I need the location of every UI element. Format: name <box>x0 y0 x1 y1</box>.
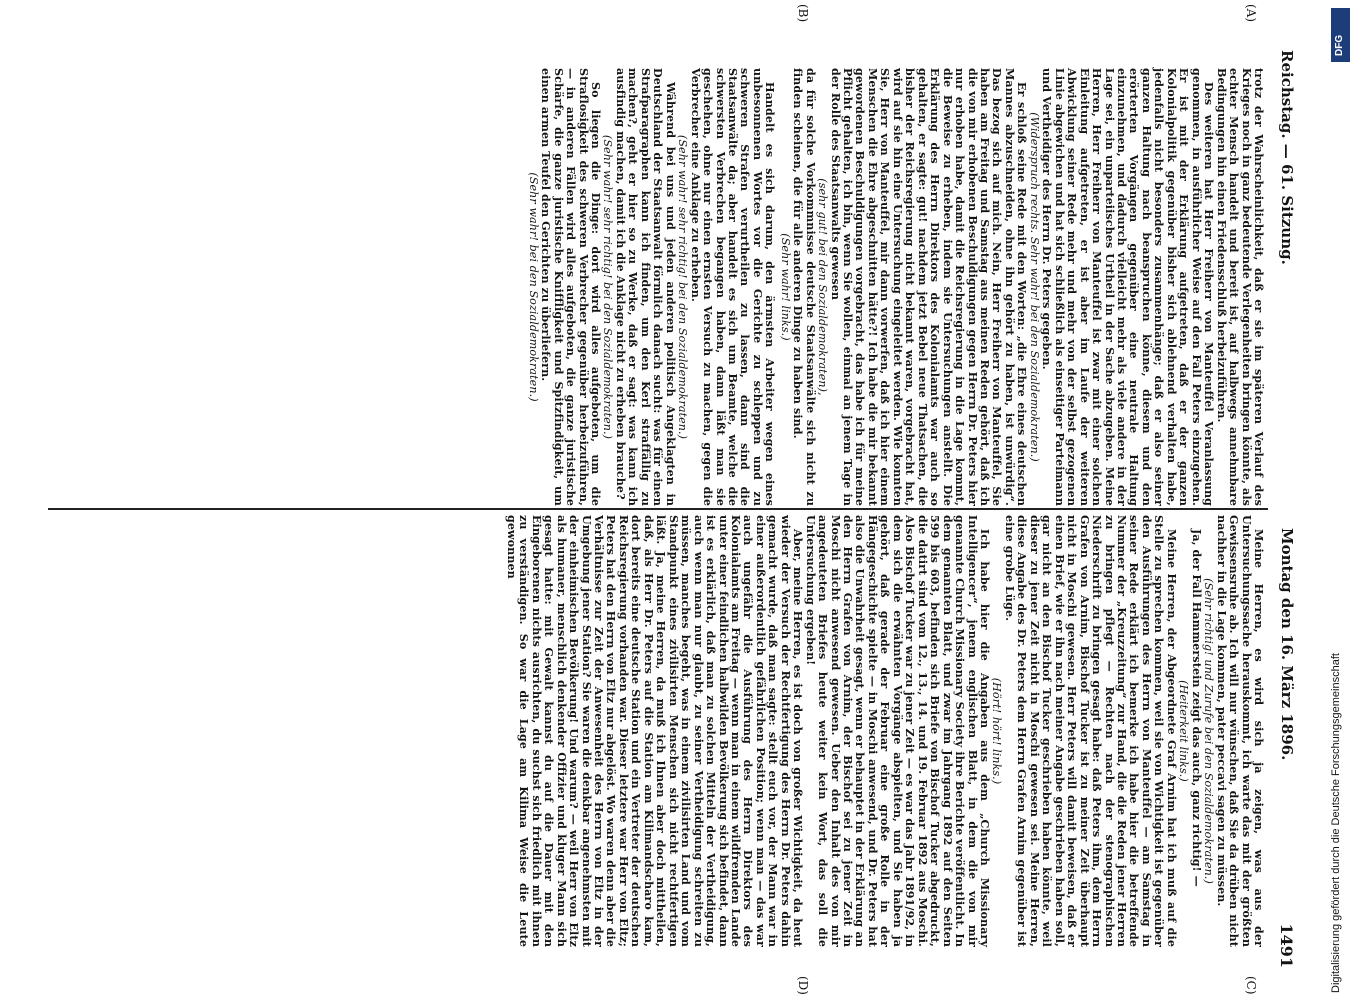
paragraph: Meine Herren, es wird sich ja zeigen, was aus der Untersuchungssache herauskommt, ich warte das mit der größten Gewissensruhe ab. Ich will nur wünschen, daß Sie da drüben nicht nachher in die Lage kommen, pater peccavi sagen zu müssen. <box>1214 515 1265 947</box>
paragraph: Er schloß seine Rede mit den Worten: „die Ehre eines deutschen Mannes abzuschneiden, ohne ihn gehört zu haben, ist unwürdig“. Das bezog sich auf mich. Nein, Herr Freiherr von Manteuffel, Sie haben am Freitag und Samstag aus meinen Reden gehört, daß ich die von mir erhobenen Beschuldigungen gegen Herrn Dr. Peters hier nur erhoben habe, damit die Reichsregierung in die Lage kommt, die Beweise zu erheben, indem sie Untersuchungen anstellt. Die Erklärung des Herrn Direktors des Kolonialamts war auch so gehalten, er sagte: gut! nachdem jetzt Bebel neue Thatsachen, die bisher der Reichsregierung nicht bekannt waren, vorgebracht hat, wird auf sie hin eine Untersuchung eingeleitet werden. Wie konnten Sie, Herr von Manteuffel, mir dann vorwerfen, daß ich hier einem Menschen die Ehre abgeschnitten hätte?! Ich habe die mir bekannt gewordenen Beschuldigungen vorgebracht, das habe ich für meine Pflicht gehalten, ich bin, wenn Sie wollen, einmal an jenem Tage in der Rolle des Staatsanwalts gewesen <box>828 68 1029 506</box>
paragraph: Handelt es sich darum, den ärmsten Arbeiter wegen eines unbesonnenen Wortes vor die Gerichte zu schleppen und zu schweren Strafen verurtheilen zu lassen, dann sind die Staatsanwälte da; aber handelt es sich um Beamte, welche die schwersten Verbrechen begangen haben, dann läßt man sie geschehen, ohne nur einen ernsten Versuch zu machen, gegen die Verbrecher eine Anklage zu erheben. <box>688 68 777 506</box>
interjection: (sehr gut! bei den Sozialdemokraten), <box>816 178 830 396</box>
paragraph: trotz der Wahrscheinlichkeit, daß er sie im späteren Verlauf des Krieges noch in ganz bedeutende Verlegenheiten bringen könnte, als echter Mensch handelt und bereit ist, auf halbwegs annehmbare Bedingungen hin einen Friedensschluß herbeizuführen. <box>1214 68 1265 506</box>
page-header <box>1272 50 1302 980</box>
paragraph: Aber, meine Herren, es ist doch von großer Wichtigkeit, da heut wieder der Versuch der Rechtfertigung des Herrn Dr. Peters dahin gemacht wurde, daß man sagte: stellt euch vor, der Mann war in einer außerordentlich gefährlichen Position; wenn man — das war auch ungefähr die Ausführung des Herrn Direktors des Kolonialamts am Freitag — wenn man in einem wildfremden Lande unter einer feindlichen halbwilden Bevölkerung sich befindet, dann ist es erklärlich, daß man zu solchen Mitteln der Vertheidigung, auch wenn man nur glaubt, zu seiner Vertheidigung schreiten zu müssen, manches begeht, was in einem zivilisirten Land und vom Standpunkt eines zivilisirten Menschen sich nicht rechtfertigen läßt. Ja, meine Herren, da muß ich Ihnen aber doch mittheilen, daß, als Herr Dr. Peters auf die Station am Kilimandscharo kam, dort bereits eine deutsche Station und ein Vertreter der deutschen Reichsregierung vorhanden war. Dieser letztere war Herr von Eltz; Peters hat den Herrn von Eltz nur abgelöst. Wo waren denn aber die Verhältnisse zur Zeit der Anwesenheit des Herrn von Eltz in der Umgebung jener Station? Sie waren die denkbar angenehmsten mit der einheimischen Bevölkerung! Und warum? — weil Herr von Eltz als humaner, menschlich denkender Offizier und kluger Mann sich gesagt hatte: mit Gewalt kannst du auf die Dauer mit den Eingeborenen nichts ausrichten, du suchst sich friedlich mit ihnen zu verständigen. So war die Lage am Kilima Weise die Leute gewonnen <box>504 515 805 947</box>
interjection: (Sehr wahr! sehr richtig! bei den Sozialdemokraten.) <box>601 134 615 440</box>
left-column <box>526 68 1264 506</box>
interjection: (Hört! hört! links.) <box>990 677 1004 785</box>
margin-marker-a: (A) <box>1244 4 1258 23</box>
paragraph: So liegen die Dinge: dort wird alles aufgeboten, um die Straflosigkeit des schweren Verbrecher gegenüber herbeizuführen, — in anderen Fällen wird alles aufgeboten, die ganze juristische Schärfe, die ganze juristische Kniffligkeit und Spitzfindigkeit, um einen armen Teufel den Gerichten zu überliefern. <box>539 68 602 506</box>
paragraph: Während bei uns und jeden anderen politisch Angeklagten in Deutschland der Staatsanwalt förmlich danach sucht: was für einen Strafparagraphen kann ich finden, um den Kerl straffällig zu machen?, geht er hier so zu Werke, daß er sagt: was kann ich ausfindig machen, damit ich die Anklage nicht zu erheben brauche? <box>613 68 677 506</box>
page-number: 1491 <box>1277 923 1296 968</box>
paragraph: Ja, der Fall Hammerstein zeigt das auch, ganz richtig! — <box>1189 529 1203 887</box>
paragraph: Ich habe hier die Angaben aus dem „Church Missionary Intelligencer“, jenem englischen Blatt, in dem die von mir genannte Church Missionary Society ihre Berichte veröffentlicht. In dem genannten Blatt, und zwar im Jahrgang 1892 auf den Seiten 599 bis 603, befinden sich Briefe von Bischof Tucker abgedruckt, die datirt sind vom 12., 13., 14. und 19. Februar 1892 aus Moschi. Also Bischof Tucker war zu jener Zeit — es war das Jahr 1891/92, in dem sich die erwähnten Vorgänge abspielten, und Sie haben ja gehört, daß gerade der Februar eine große Rolle in der Hängegeschichte spielte — in Moschi anwesend, und Dr. Peters hat also die Unwahrheit gesagt, wenn er behauptet in der Erklärung an den Herrn Grafen von Arnim, der Bischof sei zu jener Zeit in Moschi nicht anwesend gewesen. Ueber den Inhalt des von mir angedeuteten Briefes heute weiter kein Wort, das soll die Untersuchung ergeben! <box>803 515 992 947</box>
interjection: (Widerspruch rechts. Sehr wahr! bei den Sozialdemokraten.) <box>1027 112 1041 462</box>
header-session: Reichstag. — 61. Sitzung. <box>1278 50 1296 265</box>
header-date: Montag den 16. März 1896. <box>1278 528 1296 761</box>
interjection: (Heiterkeit links.) <box>1177 680 1191 782</box>
margin-marker-d: (D) <box>796 976 810 995</box>
digitization-note: Digitalisierung gefördert durch die Deutsche Forschungsgemeinschaft <box>1330 653 1342 993</box>
dfg-logo-text: DFG <box>1334 34 1345 56</box>
interjection: (Sehr richtig! und Zurufe bei den Sozialdemokraten.) <box>1202 578 1216 884</box>
column-divider <box>48 508 1268 510</box>
right-column <box>504 515 1264 947</box>
interjection: (Sehr wahr! links.) <box>778 233 792 341</box>
interjection: (Sehr wahr! sehr richtig! bei den Sozialdemokraten.) <box>676 134 690 440</box>
dfg-logo <box>1331 8 1350 62</box>
margin-marker-c: (C) <box>1244 976 1258 995</box>
paragraph: Meine Herren, der Abgeordnete Graf Arnim hat ich muß auf die Stelle zu sprechen kommen, weil sie von Wichtigkeit ist gegenüber den Ausführungen des Herrn von Manteuffel — am Samstag in seiner Rede erklärt ich bemerke ich habe hier die betreffende Nummer der „Kreuzzeitung“ zur Hand, die die Reden jener Herren zu bringen pflegt — Rechten nach der stenographischen Niederschrift zu bringen gesagt habe: daß Peters ihm, dem Herrn Grafen von Arnim, Bischof Tucker ist zu meiner Zeit überhaupt nicht in Moschi gewesen. Herr Peters will damit beweisen, daß er einen Brief, wie er ihn nach meiner Angabe geschrieben haben soll, gar nicht an den Bischof Tucker geschrieben haben könnte, weil dieser zu jener Zeit nicht in Moschi gewesen sei. Meine Herren, diese Angabe des Dr. Peters dem Herrn Grafen Arnim gegenüber ist eine grobe Lüge. <box>1002 515 1178 947</box>
rotated-page <box>40 0 1310 1000</box>
interjection: (Sehr wahr! bei den Sozialdemokraten.) <box>526 172 540 402</box>
paragraph: da für solche Vorkommnisse deutsche Staatsanwälte sich nicht zu finden scheinen, die für alle anderen Dinge zu haben sind. <box>791 68 817 506</box>
paragraph: Des weiteren hat Herr Freiherr von Manteuffel Veranlassung genommen, in ausführlicher Weise auf den Fall Peters einzugehen. Er ist mit der Erklärung aufgetreten, daß er der ganzen Kolonialpolitik gegenüber bisher sich ablehnend verhalten habe, jedenfalls nicht besonders zusammenhänge; daß er also seiner ganzen Haltung nach beanspruchen könne, diesem und den erörterten Vorgängen gegenüber eine neutrale Haltung einzunehmen, und dadurch vielleicht mehr als viele andere in der Lage sei, ein unparteiisches Urtheil in der Sache abzugeben. Meine Herren, Herr Freiherr von Manteuffel ist zwar mit einer solchen Einleitung aufgetreten, er ist aber im Laufe der weiteren Abwicklung seiner Rede mehr und mehr von der selbst gezogenen Linie abgewichen und hat sich schließlich als einseitiger Parteimann und Vertheidiger des Herrn Dr. Peters gegeben. <box>1040 68 1216 506</box>
margin-marker-b: (B) <box>796 4 810 23</box>
